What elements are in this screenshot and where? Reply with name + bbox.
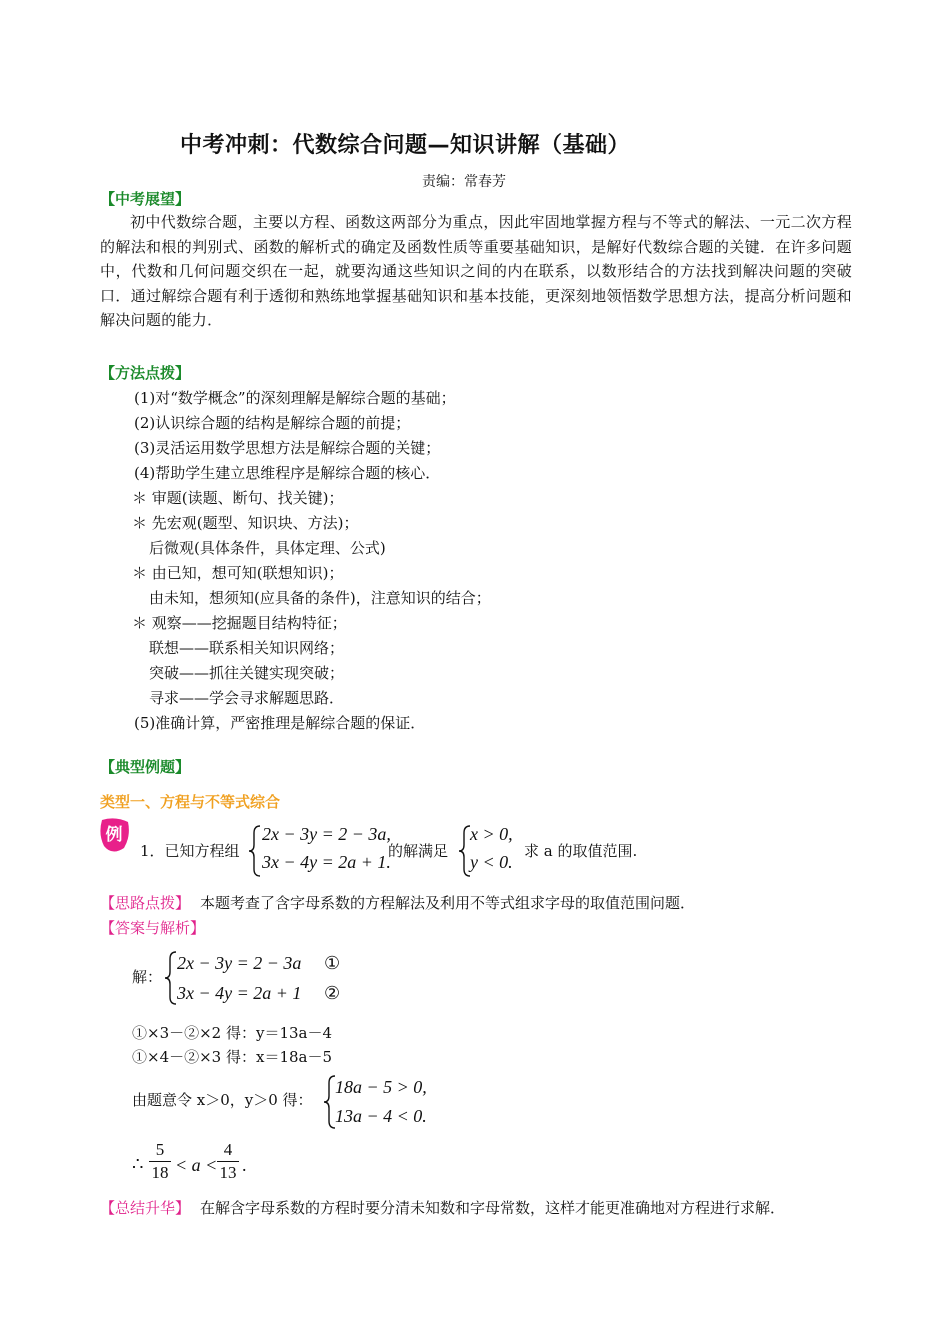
method-item: ＊ 先宏观(题型、知识块、方法)；: [132, 514, 359, 532]
fraction-numerator: 5: [155, 1140, 165, 1159]
fraction-numerator: 4: [223, 1140, 233, 1159]
section-outlook-heading: 【中考展望】: [100, 190, 191, 208]
method-item: 寻求——学会寻求解题思路．: [149, 689, 345, 707]
problem-cond1: x > 0,: [470, 824, 513, 844]
fraction-4-13: [217, 1140, 239, 1183]
solution-eq2: 3x − 4y = 2a + 1: [177, 983, 302, 1003]
problem-eq2: 3x − 4y = 2a + 1.: [262, 852, 391, 872]
badge-label: 例: [105, 825, 123, 845]
method-item: 联想——联系相关知识网络；: [149, 639, 345, 657]
hint-label: 【思路点拨】: [100, 894, 191, 912]
marker-2: ②: [324, 983, 341, 1003]
problem-question: 求 a 的取值范围.: [524, 842, 638, 860]
method-item: 由未知，想须知(应具备的条件)，注意知识的结合；: [149, 589, 491, 607]
page-title: 中考冲刺：代数综合问题—知识讲解（基础）: [180, 133, 631, 158]
outlook-paragraph: 初中代数综合题，主要以方程、函数这两部分为重点，因此牢固地掌握方程与不等式的解法、一元二次方程的解法和根的判别式、函数的解析式的确定及函数性质等重要基础知识，是解好代数综合题的关键．在许多问题中，代数和几何问题交织在一起，就要沟通这些知识之间的内在联系，以数形结合的方法找到解决问题的突破口．通过解综合题有利于透彻和熟练地掌握基础知识和基本技能，更深刻地领悟数学思想方法，提高分析问题和解决问题的能力．: [100, 213, 852, 329]
problem-mid: 的解满足: [388, 842, 449, 860]
method-item: (4)帮助学生建立思维程序是解综合题的核心．: [134, 464, 441, 482]
problem-number: 1．已知方程组: [140, 842, 240, 860]
solution-step-1: ①×3－②×2 得：y＝13a－4: [132, 1024, 333, 1042]
editor-credit: 责编：常春芳: [422, 174, 506, 190]
method-item: (1)对“数学概念”的深刻理解是解综合题的基础；: [134, 389, 456, 407]
method-item: (5)准确计算，严密推理是解综合题的保证．: [134, 714, 426, 732]
marker-1: ①: [324, 953, 341, 973]
fraction-denominator: 18: [151, 1163, 169, 1182]
type-heading: 类型一、方程与不等式综合: [100, 793, 281, 811]
answer-period: .: [242, 1155, 247, 1175]
method-item: (2)认识综合题的结构是解综合题的前提；: [134, 414, 411, 432]
method-item: (3)灵活运用数学思想方法是解综合题的关键；: [134, 439, 441, 457]
inequality-1: 18a − 5 > 0,: [335, 1077, 427, 1097]
section-methods-heading: 【方法点拨】: [100, 364, 191, 382]
problem-eq1: 2x − 3y = 2 − 3a,: [262, 824, 391, 844]
method-item: 突破——抓往关键实现突破；: [149, 664, 345, 682]
fraction-denominator: 13: [219, 1163, 237, 1182]
method-item: ＊ 观察——挖掘题目结构特征；: [132, 614, 347, 632]
method-item: ＊ 由已知，想可知(联想知识)；: [132, 564, 344, 582]
solution-eq1: 2x − 3y = 2 − 3a: [177, 953, 302, 973]
hint-text: 本题考查了含字母系数的方程解法及利用不等式组求字母的取值范围问题．: [200, 894, 696, 912]
answer-inequality: < a <: [175, 1155, 218, 1175]
summary-label: 【总结升华】: [100, 1199, 191, 1217]
solution-step-2: ①×4－②×3 得：x＝18a－5: [132, 1048, 333, 1066]
solution-brace-icon: [164, 950, 178, 1006]
solution-prefix: 解：: [132, 968, 163, 986]
inequality-2: 13a − 4 < 0.: [335, 1106, 427, 1126]
answer-label: 【答案与解析】: [100, 919, 206, 937]
method-item: ＊ 审题(读题、断句、找关键)；: [132, 489, 344, 507]
problem-cond2: y < 0.: [470, 852, 513, 872]
example-badge-icon: [98, 816, 132, 854]
section-examples-heading: 【典型例题】: [100, 758, 191, 776]
method-item: 后微观(具体条件，具体定理、公式): [149, 539, 386, 557]
solution-condition-text: 由题意令 x＞0，y＞0 得：: [132, 1091, 313, 1109]
fraction-5-18: [149, 1140, 171, 1183]
system-brace-icon: [248, 824, 262, 878]
therefore-symbol: ∴: [132, 1154, 144, 1175]
summary-text: 在解含字母系数的方程时要分清未知数和字母常数，这样才能更准确地对方程进行求解．: [200, 1199, 786, 1217]
